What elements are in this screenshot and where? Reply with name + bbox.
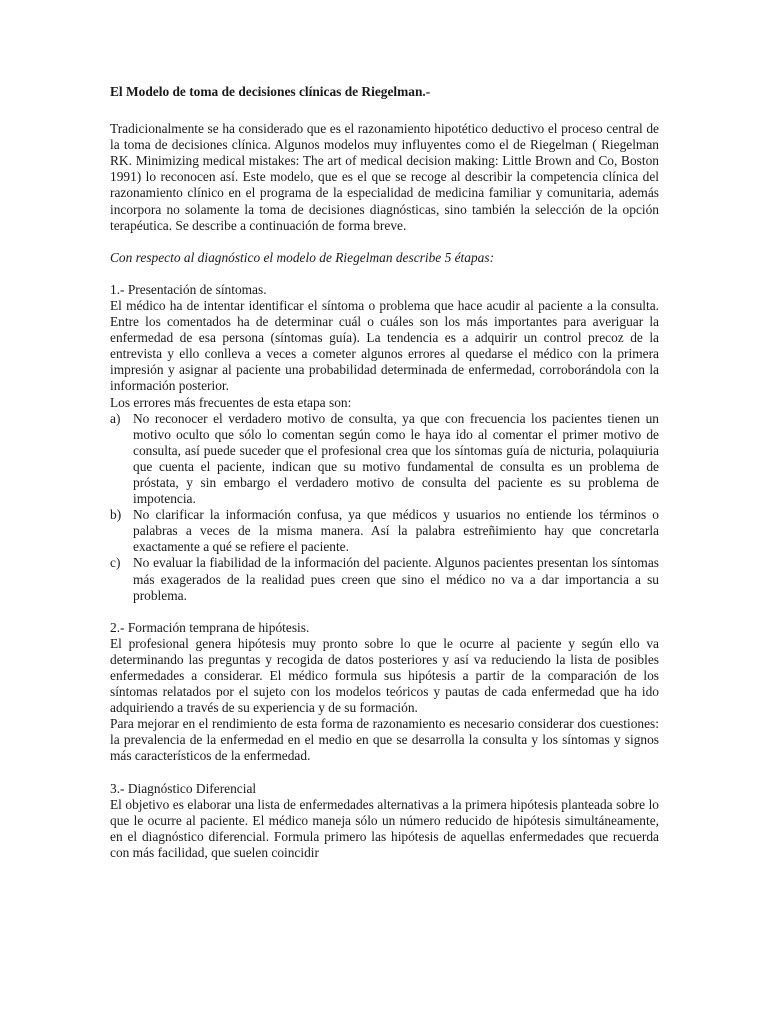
error-text: No clarificar la información confusa, ya que médicos y usuarios no entiende los términos o palabras a veces de la misma manera. Así la palabra estreñimiento hay que concretarla exactamente a qué se refiere el paciente. xyxy=(133,507,659,555)
error-text: No reconocer el verdadero motivo de consulta, ya que con frecuencia los pacientes tienen un motivo oculto que sólo lo comentan según como le haya ido al comentar el primer motivo de consulta, así puede suceder que el profesional crea que los síntomas guía de nicturia, polaquiuria que cuenta el paciente, indican que su motivo fundamental de consulta es un problema de próstata, y sin embargo el verdadero motivo de consulta del paciente es su problema de impotencia. xyxy=(133,410,659,507)
intro-paragraph: Tradicionalmente se ha considerado que es el razonamiento hipotético deductivo el proceso central de la toma de decisiones clínica. Algunos modelos muy influyentes como el de Riegelman ( Riegelman RK. Minimizing medical mistakes: The art of medical decision making: Little Brown and Co, Boston 1991) lo reconocen así. Este modelo, que es el que se recoge al describir la competencia clínica del razonamiento clínico en el programa de la especialidad de medicina familiar y comunitaria, además incorpora no solamente la toma de decisiones diagnósticas, sino también la selección de la opción terapéutica. Se describe a continuación de forma breve. xyxy=(110,121,659,233)
list-marker: a) xyxy=(110,410,121,426)
stages-intro: Con respecto al diagnóstico el modelo de Riegelman describe 5 étapas: xyxy=(110,249,495,265)
list-marker: c) xyxy=(110,555,121,571)
spacer xyxy=(110,604,659,620)
errors-list xyxy=(110,411,659,604)
error-item-a xyxy=(110,411,659,508)
errors-intro: Los errores más frecuentes de esta etapa son: xyxy=(110,394,352,410)
spacer xyxy=(110,765,659,781)
error-text: No evaluar la fiabilidad de la información del paciente. Algunos pacientes presentan los síntomas más exagerados de la realidad pues creen que sino el médico no va a dar importancia a su problema. xyxy=(133,555,659,603)
section-2-body-2: Para mejorar en el rendimiento de esta forma de razonamiento es necesario considerar dos cuestiones: la prevalencia de la enfermedad en el medio en que se desarrolla la consulta y los síntomas y signos más característicos de la enfermedad. xyxy=(110,716,659,764)
section-2-heading: 2.- Formación temprana de hipótesis. xyxy=(110,619,310,635)
section-1-body: El médico ha de intentar identificar el síntoma o problema que hace acudir al paciente a la consulta. Entre los comentados ha de determinar cuál o cuáles son los más importantes para averiguar la enfermedad de esa persona (síntomas guía). La tendencia es a adquirir un control precoz de la entrevista y ello conlleva a veces a cometer algunos errores al quedarse el médico con la primera impresión y asignar al paciente una probabilidad determinada de enfermedad, corroborándola con la información posterior. xyxy=(110,297,659,394)
section-3-heading: 3.- Diagnóstico Diferencial xyxy=(110,780,257,796)
document-title: El Modelo de toma de decisiones clínicas de Riegelman.- xyxy=(110,84,431,99)
section-1-heading: 1.- Presentación de síntomas. xyxy=(110,281,267,297)
section-2-body-1: El profesional genera hipótesis muy pronto sobre lo que le ocurre al paciente y según ello va determinando las preguntas y recogida de datos posteriores y así va reduciendo la lista de posibles enfermedades a considerar. El médico formula sus hipótesis a partir de la comparación de los síntomas relatados por el sujeto con los modelos teóricos y pautas de cada enfermedad que ha ido adquiriendo a través de su experiencia y de su formación. xyxy=(110,635,659,716)
section-3-body: El objetivo es elaborar una lista de enfermedades alternativas a la primera hipótesis planteada sobre lo que le ocurre al paciente. El médico maneja sólo un número reducido de hipótesis simultáneamente, en el diagnóstico diferencial. Formula primero las hipótesis de aquellas enfermedades que recuerda con más facilidad, que suelen coincidir xyxy=(110,796,659,860)
error-item-c xyxy=(110,555,659,603)
error-item-b xyxy=(110,507,659,555)
document-page xyxy=(110,84,659,861)
list-marker: b) xyxy=(110,507,122,523)
